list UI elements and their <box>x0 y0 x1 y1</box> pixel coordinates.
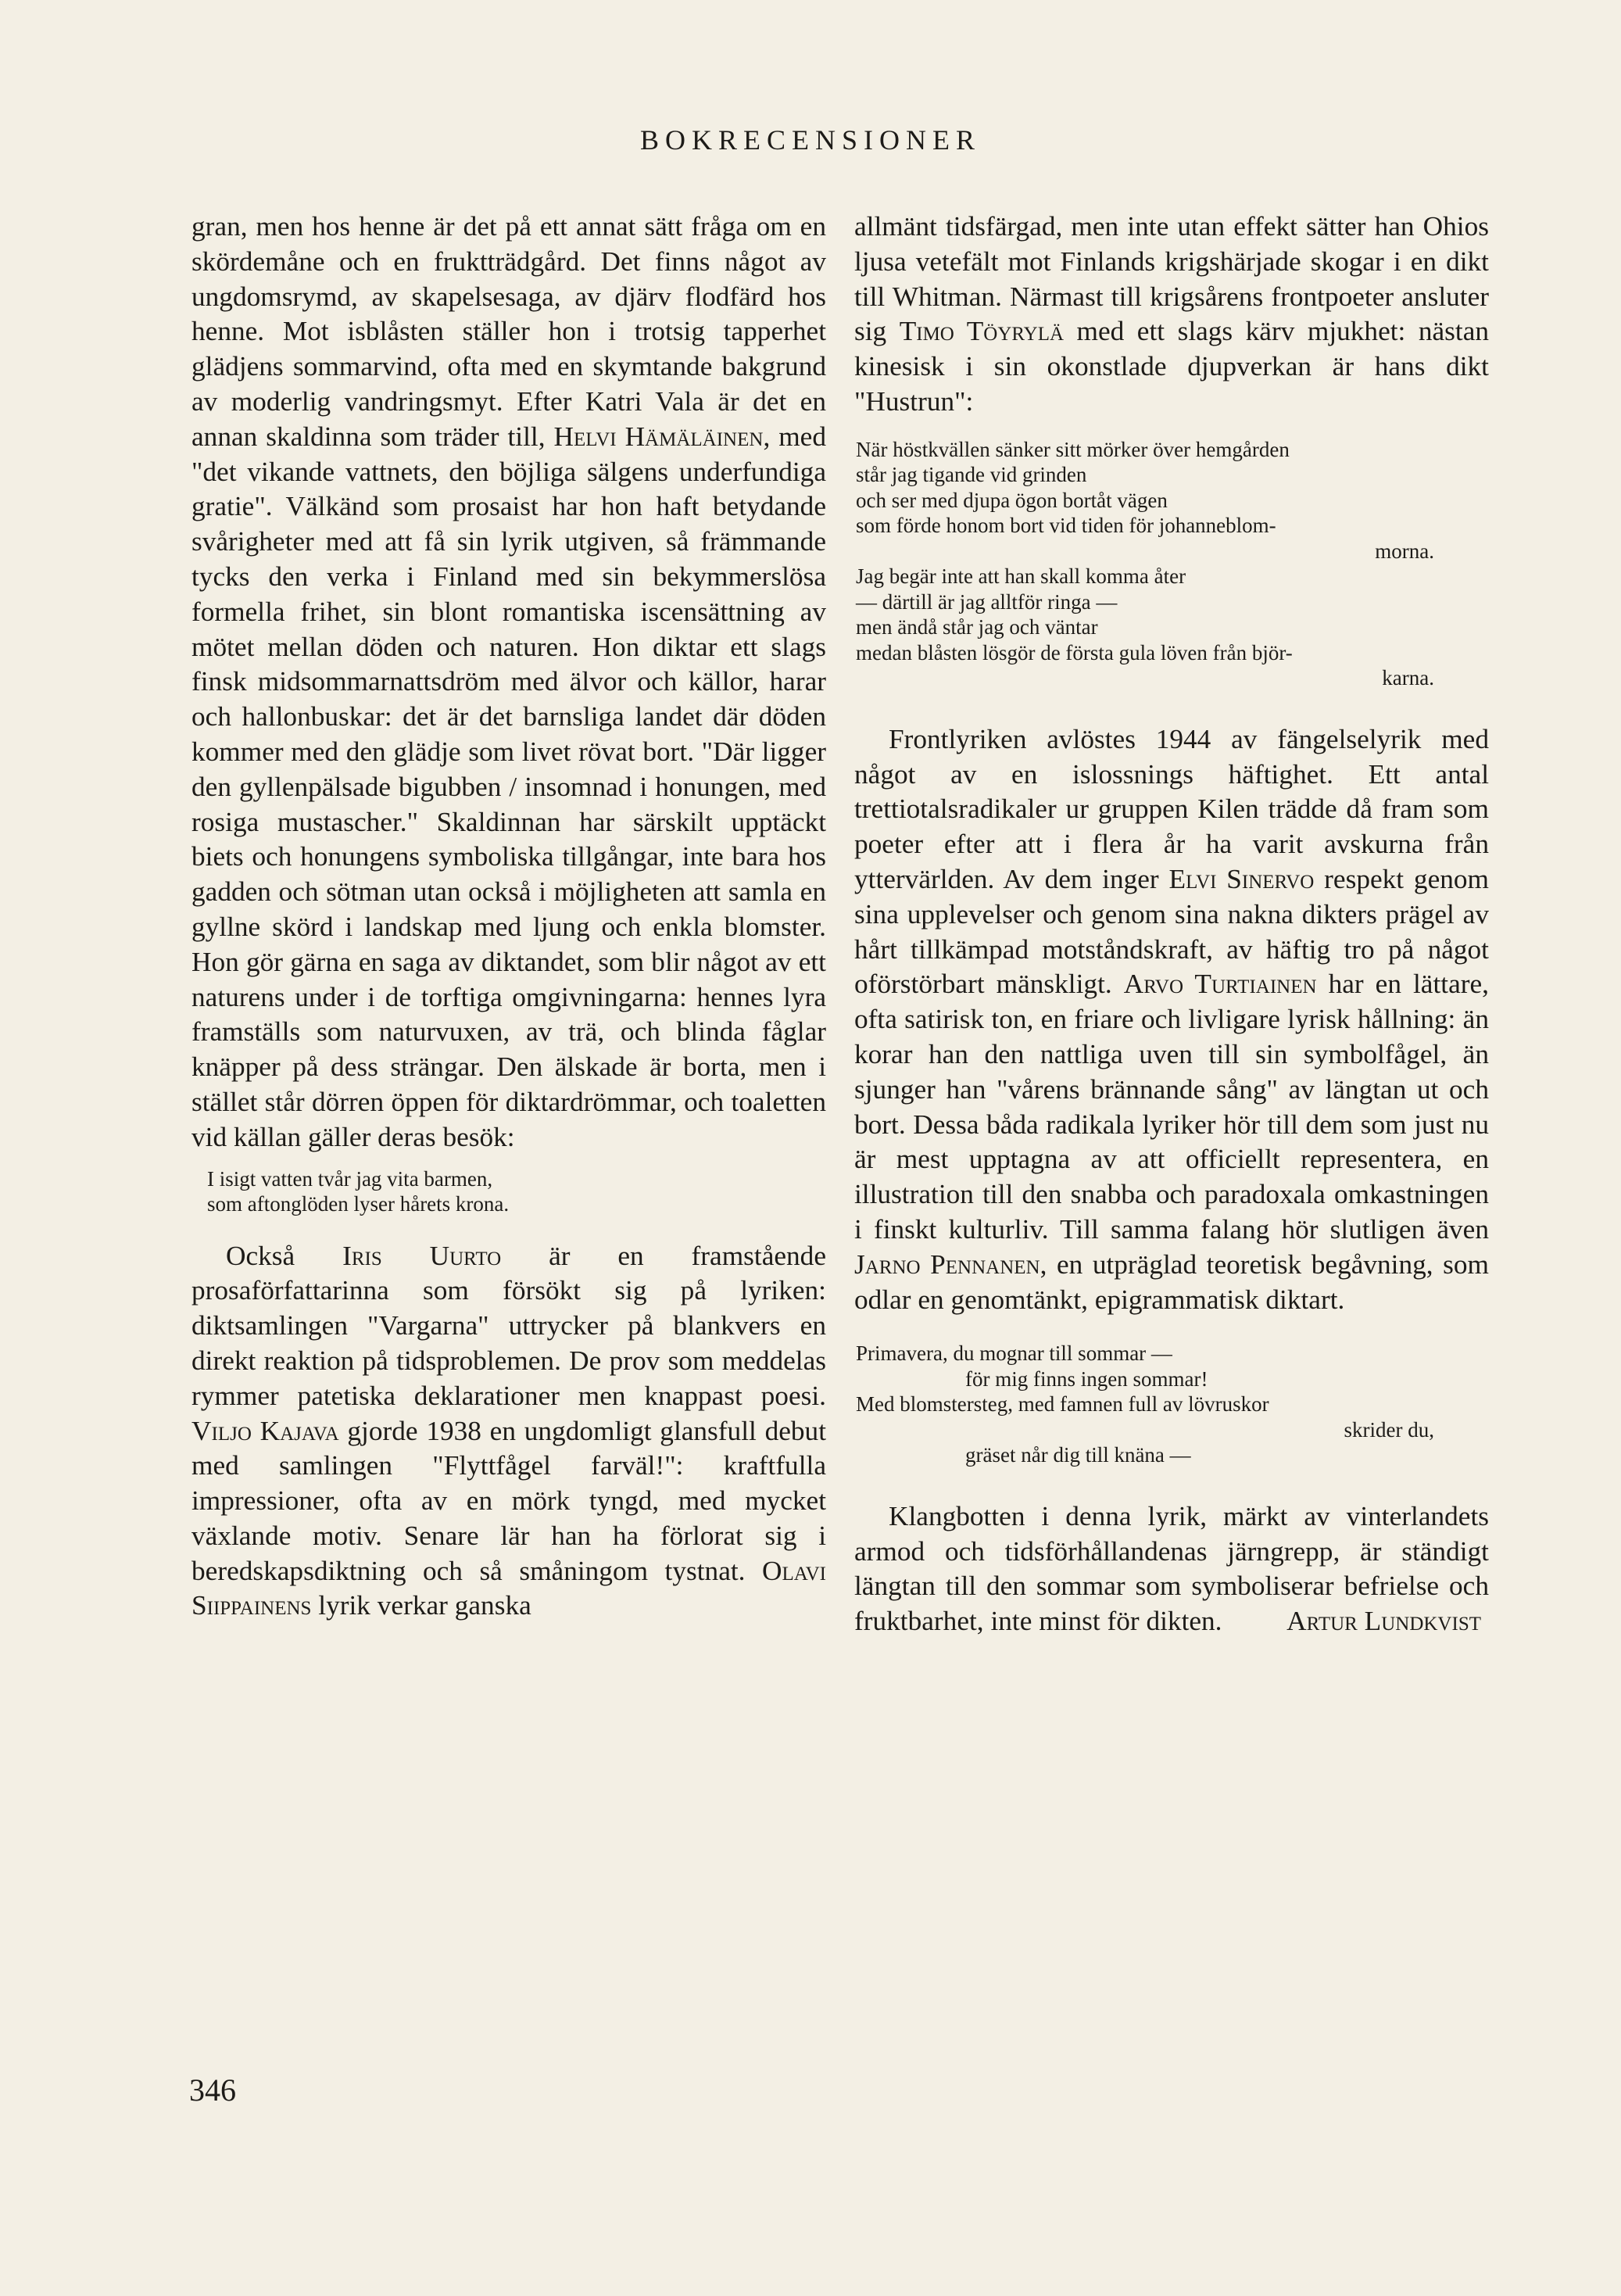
poem-line: — därtill är jag alltför ringa — <box>856 589 1118 614</box>
poem-line: Primavera, du mognar till sommar — <box>856 1341 1172 1366</box>
page-number: 346 <box>189 2072 236 2108</box>
author-name: Timo Töyrylä <box>899 316 1065 347</box>
poem-line: som aftonglöden lyser hårets krona. <box>207 1192 510 1216</box>
paragraph: Klangbotten i denna lyrik, märkt av vinterlandets armod och tidsförhållandenas järngrepp, är ständigt längtan till den sommar som symboliserar befrielse och fruktbarhet, inte minst för dikten. Artur Lundkvist <box>854 1499 1489 1639</box>
author-name: Helvi Hämäläinen <box>553 421 764 452</box>
poem-quote <box>191 1166 826 1217</box>
poem-line: gräset når dig till knäna — <box>965 1443 1191 1467</box>
author-name: Iris Uurto <box>342 1240 502 1271</box>
poem-line: Jag begär inte att han skall komma åter <box>856 564 1186 589</box>
poem-line: som förde honom bort vid tiden för johanneblom- <box>856 514 1276 538</box>
right-column <box>854 210 1489 1639</box>
author-name: Arvo Turtiainen <box>1123 969 1317 1000</box>
poem-line: för mig finns ingen sommar! <box>965 1366 1208 1391</box>
poem-line: I isigt vatten tvår jag vita barmen, <box>207 1166 493 1191</box>
author-name: Elvi Sinervo <box>1168 863 1315 894</box>
poem-line: karna. <box>1382 666 1434 690</box>
author-name: Viljo Kajava <box>191 1415 339 1446</box>
left-column <box>191 210 826 1624</box>
paragraph: Också Iris Uurto är en framstående prosaförfattarinna som försökt sig på lyriken: diktsamlingen "Vargarna" uttrycker på blankvers en direkt reaktion på tidsproblemen. De prov som meddelas rymmer patetiska deklarationer men knappast poesi. Viljo Kajava gjorde 1938 en ungdomligt glansfull debut med samlingen "Flyttfågel farväl!": kraftfulla impressioner, ofta av en mörk tyngd, med mycket växlande motiv. Senare lär han ha förlorat sig i beredskapsdiktning och så småningom tystnat. Olavi Siippainens lyrik verkar ganska <box>191 1240 826 1621</box>
running-header: BOKRECENSIONER <box>639 124 982 156</box>
poem-line: står jag tigande vid grinden <box>856 463 1087 487</box>
poem-line: När höstkvällen sänker sitt mörker över hemgården <box>856 437 1290 461</box>
signature: Artur Lundkvist <box>1286 1606 1481 1637</box>
poem-line: skrider du, <box>1344 1417 1434 1442</box>
author-name: Jarno Pennanen <box>854 1248 1040 1280</box>
poem-line: morna. <box>1375 539 1434 563</box>
paragraph: Frontlyriken avlöstes 1944 av fängelselyrik med något av en islossnings häftighet. Ett antal trettiotalsradikaler ur gruppen Kilen trädde då fram som poeter efter att i flera år ha varit avskurna från yttervärlden. Av dem inger Elvi Sinervo respekt genom sina upplevelser och genom sina nakna dikters prägel av hårt tillkämpad motståndskraft, av häftig tro på något oförstörbart mänskligt. Arvo Turtiainen har en lättare, ofta satirisk ton, en friare och livligare lyrisk hållning: än korar han den nattliga uven till sin symbolfågel, än sjunger han "vårens brännande sång" av längtan ut och bort. Dessa båda radikala lyriker hör till dem som just nu är mest upptagna av att officiellt representera, en illustration till den snabba och paradoxala omkastningen i finskt kulturliv. Till samma falang hör slutligen även Jarno Pennanen, en utpräglad teoretisk begåvning, som odlar en genomtänkt, epigrammatisk diktart. <box>854 723 1490 1315</box>
paragraph: allmänt tidsfärgad, men inte utan effekt sätter han Ohios ljusa vetefält mot Finlands krigshärjade skogar i en dikt till Whitman. Närmast till krigsårens frontpoeter ansluter sig Timo Töyrylä med ett slags kärv mjukhet: nästan kinesisk i sin okonstlade djupverkan är hans dikt "Hustrun": <box>854 211 1490 417</box>
author-name: Olavi Siippainens <box>191 1555 826 1621</box>
paragraph: gran, men hos henne är det på ett annat sätt fråga om en skördemåne och en fruktträdgård. Det finns något av ungdomsrymd, av skapelsesaga, av djärv flodfärd hos henne. Mot isblåsten ställer hon i trotsig tapperhet glädjens sommarvind, ofta med en skymtande bakgrund av moderlig vandringsmyt. Efter Katri Vala är det en annan skaldinna som träder till, Helvi Hämäläinen, med "det vikande vattnets, den böjliga sälgens underfundiga gratie". Välkänd som prosaist har hon haft betydande svårigheter med att få sin lyrik utgiven, så främmande tycks den verka i Finland med sin bekymmerslösa formella frihet, sin blont romantiska iscensättning av mötet mellan döden och naturen. Hon diktar ett slags finsk midsommarnattsdröm med älvor och källor, harar och hallonbuskar: det är det barnsliga landet där döden kommer med den glädje som livet rövat bort. "Där ligger den gyllenpälsade bigubben / insomnad i honungen, med rosiga mustascher." Skaldinnan har särskilt upptäckt biets och honungens symboliska tillgångar, inte bara hos gadden och sötman utan också i möjligheten att samla en gyllne skörd i landskap med ljung och enkla blomster. Hon gör gärna en saga av diktandet, som blir något av ett naturens under i de torftiga omgivningarna: hennes lyra framställs som naturvuxen, av trä, och blinda fåglar knäpper på dess strängar. Den älskade är borta, men i stället står dörren öppen för diktardrömmar, och toaletten vid källan gäller deras besök: <box>191 211 826 1152</box>
poem-line: men ändå står jag och väntar <box>856 615 1098 639</box>
poem-line: och ser med djupa ögon bortåt vägen <box>856 488 1168 512</box>
poem-quote <box>854 437 1489 691</box>
poem-quote <box>854 1341 1489 1468</box>
poem-line: Med blomstersteg, med famnen full av lövruskor <box>856 1392 1269 1417</box>
poem-line: medan blåsten lösgör de första gula löven från björ- <box>856 640 1293 664</box>
